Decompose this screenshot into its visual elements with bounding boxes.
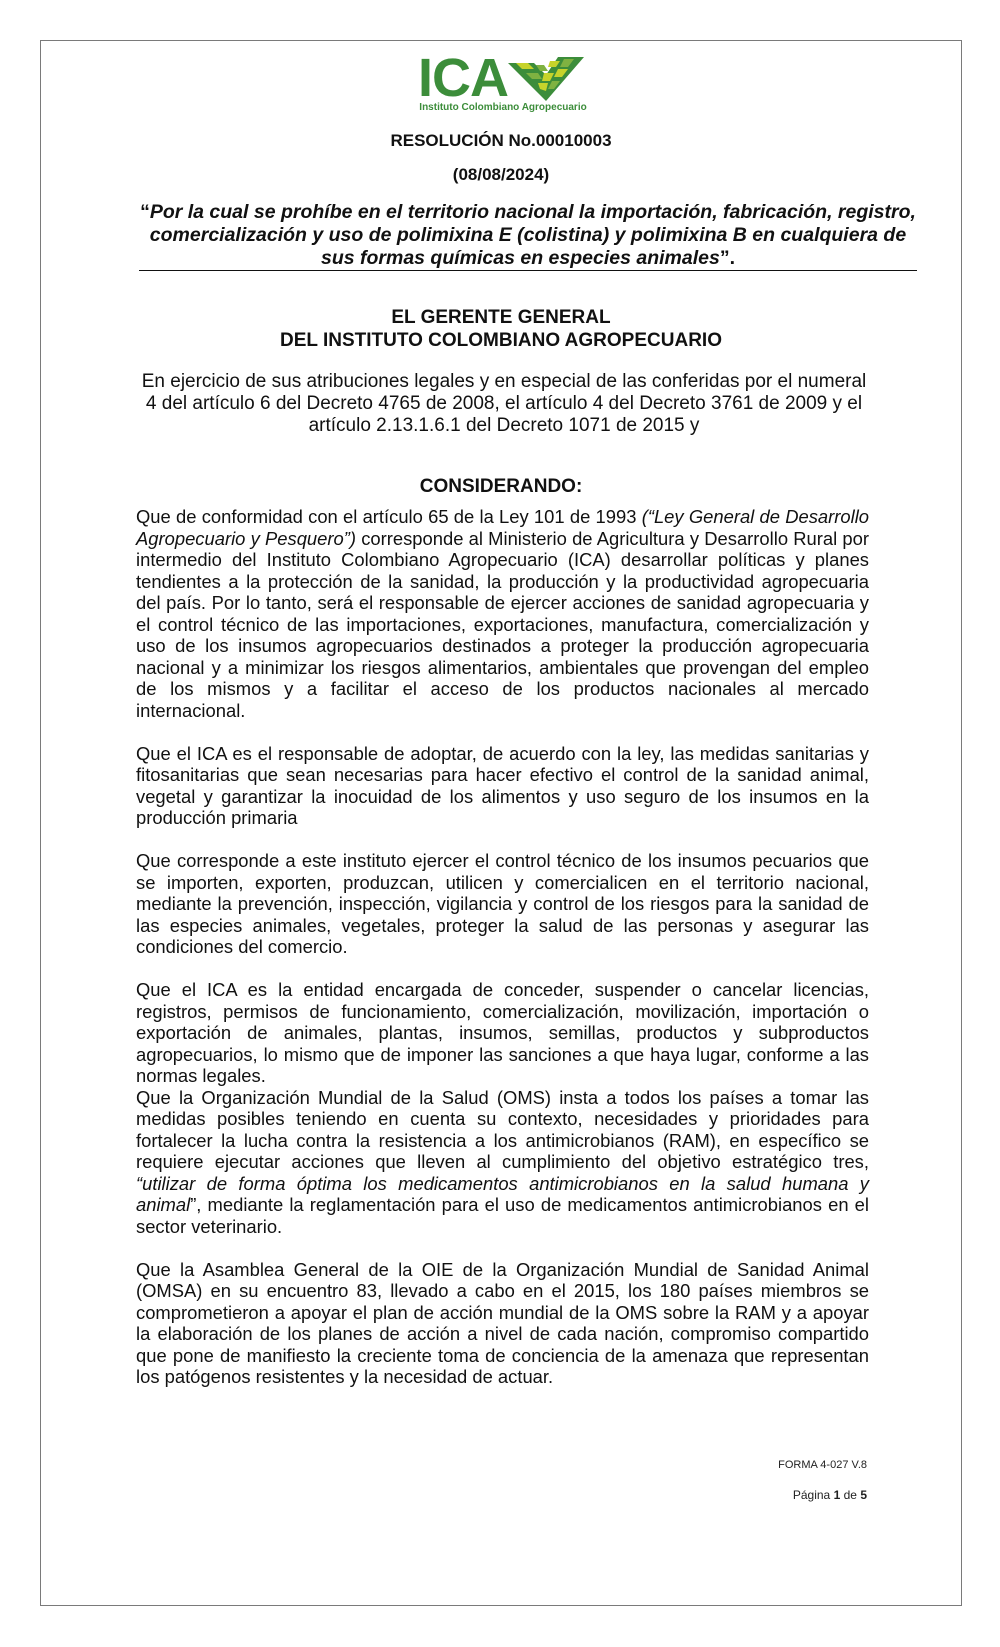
logo-leaf-icon xyxy=(508,57,584,101)
considerando-paragraph-5: Que la Organización Mundial de la Salud (OMS) insta a todos los países a tomar las medidas posibles teniendo en cuenta su contexto, necesidades y prioridades para fortalecer la lucha contra la resistencia a los antimicrobianos (RAM), en específico se requiere ejecutar acciones que lleven al cumplimiento del objetivo estratégico tres, “utilizar de forma óptima los medicamentos antimicrobianos en la salud humana y animal”, mediante la reglamentación para el uso de medicamentos antimicrobianos en el sector veterinario. xyxy=(136,1086,869,1237)
logo-subtitle: Instituto Colombiano Agropecuario xyxy=(419,102,587,113)
considerando-heading: CONSIDERANDO: xyxy=(419,476,583,497)
considerando-paragraph-4: Que el ICA es la entidad encargada de conceder, suspender o cancelar licencias, registros, permisos de funcionamiento, comercialización, movilización, importación o exportación de animales, plantas, insumos, semillas, productos y subproductos agropecuarios, lo mismo que de imponer las sanciones a que haya lugar, conforme a las normas legales. xyxy=(136,979,869,1086)
resolution-number: RESOLUCIÓN No.00010003 xyxy=(390,131,612,150)
authority-title xyxy=(41,306,961,352)
considerando-paragraph-1: Que de conformidad con el artículo 65 de la Ley 101 de 1993 (“Ley General de Desarrollo Agropecuario y Pesquero”) corresponde al Ministerio de Agricultura y Desarrollo Rural por intermedio del Instituto Colombiano Agropecuario (ICA) desarrollar políticas y planes tendientes a la protección de la sanidad, la producción y la productividad agropecuaria del país. Por lo tanto, será el responsable de ejercer acciones de sanidad agropecuaria y el control técnico de las importaciones, exportaciones, manufactura, comercialización y uso de los insumos agropecuarios destinados a proteger la producción agropecuaria nacional y a minimizar los riesgos alimentarios, ambientales que provengan del empleo de los mismos y a facilitar el acceso de los productos nacionales al mercado internacional. xyxy=(136,506,870,721)
page-number: Página 1 de 5 xyxy=(792,1488,867,1502)
considerando-paragraph-2: Que el ICA es el responsable de adoptar, de acuerdo con la ley, las medidas sanitarias y fitosanitarias que sean necesarias para hacer efectivo el control de la sanidad animal, vegetal y garantizar la inocuidad de los alimentos y uso seguro de los insumos en la producción primaria xyxy=(136,742,869,828)
resolution-subject xyxy=(139,201,917,271)
logo-text: ICA xyxy=(418,48,508,108)
subject-close-quote: ”. xyxy=(719,247,736,269)
form-code: FORMA 4-027 V.8 xyxy=(778,1459,867,1471)
considerando-body xyxy=(136,506,869,1388)
subject-text: Por la cual se prohíbe en el territorio nacional la importación, fabricación, registro, comercialización y uso de polimixina E (colistina) y polimixina B en cualquiera de sus formas químicas en especies animales xyxy=(149,201,916,269)
authority-line-2: DEL INSTITUTO COLOMBIANO AGROPECUARIO xyxy=(280,330,722,351)
considerando-paragraph-6: Que la Asamblea General de la OIE de la Organización Mundial de Sanidad Animal (OMSA) en su encuentro 83, llevado a cabo en el 2015, los 180 países miembros se comprometieron a apoyar el plan de acción mundial de la OMS sobre la RAM y a apoyar la elaboración de los planes de acción a nivel de cada nación, compromiso compartido que pone de manifiesto la creciente toma de conciencia de la amenaza que representan los patógenos resistentes y la necesidad de actuar. xyxy=(136,1258,869,1387)
ica-logo xyxy=(41,48,961,115)
authority-powers: En ejercicio de sus atribuciones legales y en especial de las conferidas por el numeral 4 del artículo 6 del Decreto 4765 de 2008, el artículo 4 del Decreto 3761 de 2009 y el artículo 2.13.1.6.1 del Decreto 1071 de 2015 y xyxy=(141,371,867,436)
document-page xyxy=(40,40,962,1606)
subject-open-quote: “ xyxy=(140,201,150,223)
authority-line-1: EL GERENTE GENERAL xyxy=(391,307,611,328)
considerando-paragraph-3: Que corresponde a este instituto ejercer el control técnico de los insumos pecuarios que se importen, exporten, produzcan, utilicen y comercialicen en el territorio nacional, mediante la prevención, inspección, vigilancia y control de los riesgos para la sanidad de las especies animales, vegetales, proteger la salud de las personas y asegurar las condiciones del comercio. xyxy=(136,850,869,957)
resolution-date: (08/08/2024) xyxy=(452,165,550,184)
